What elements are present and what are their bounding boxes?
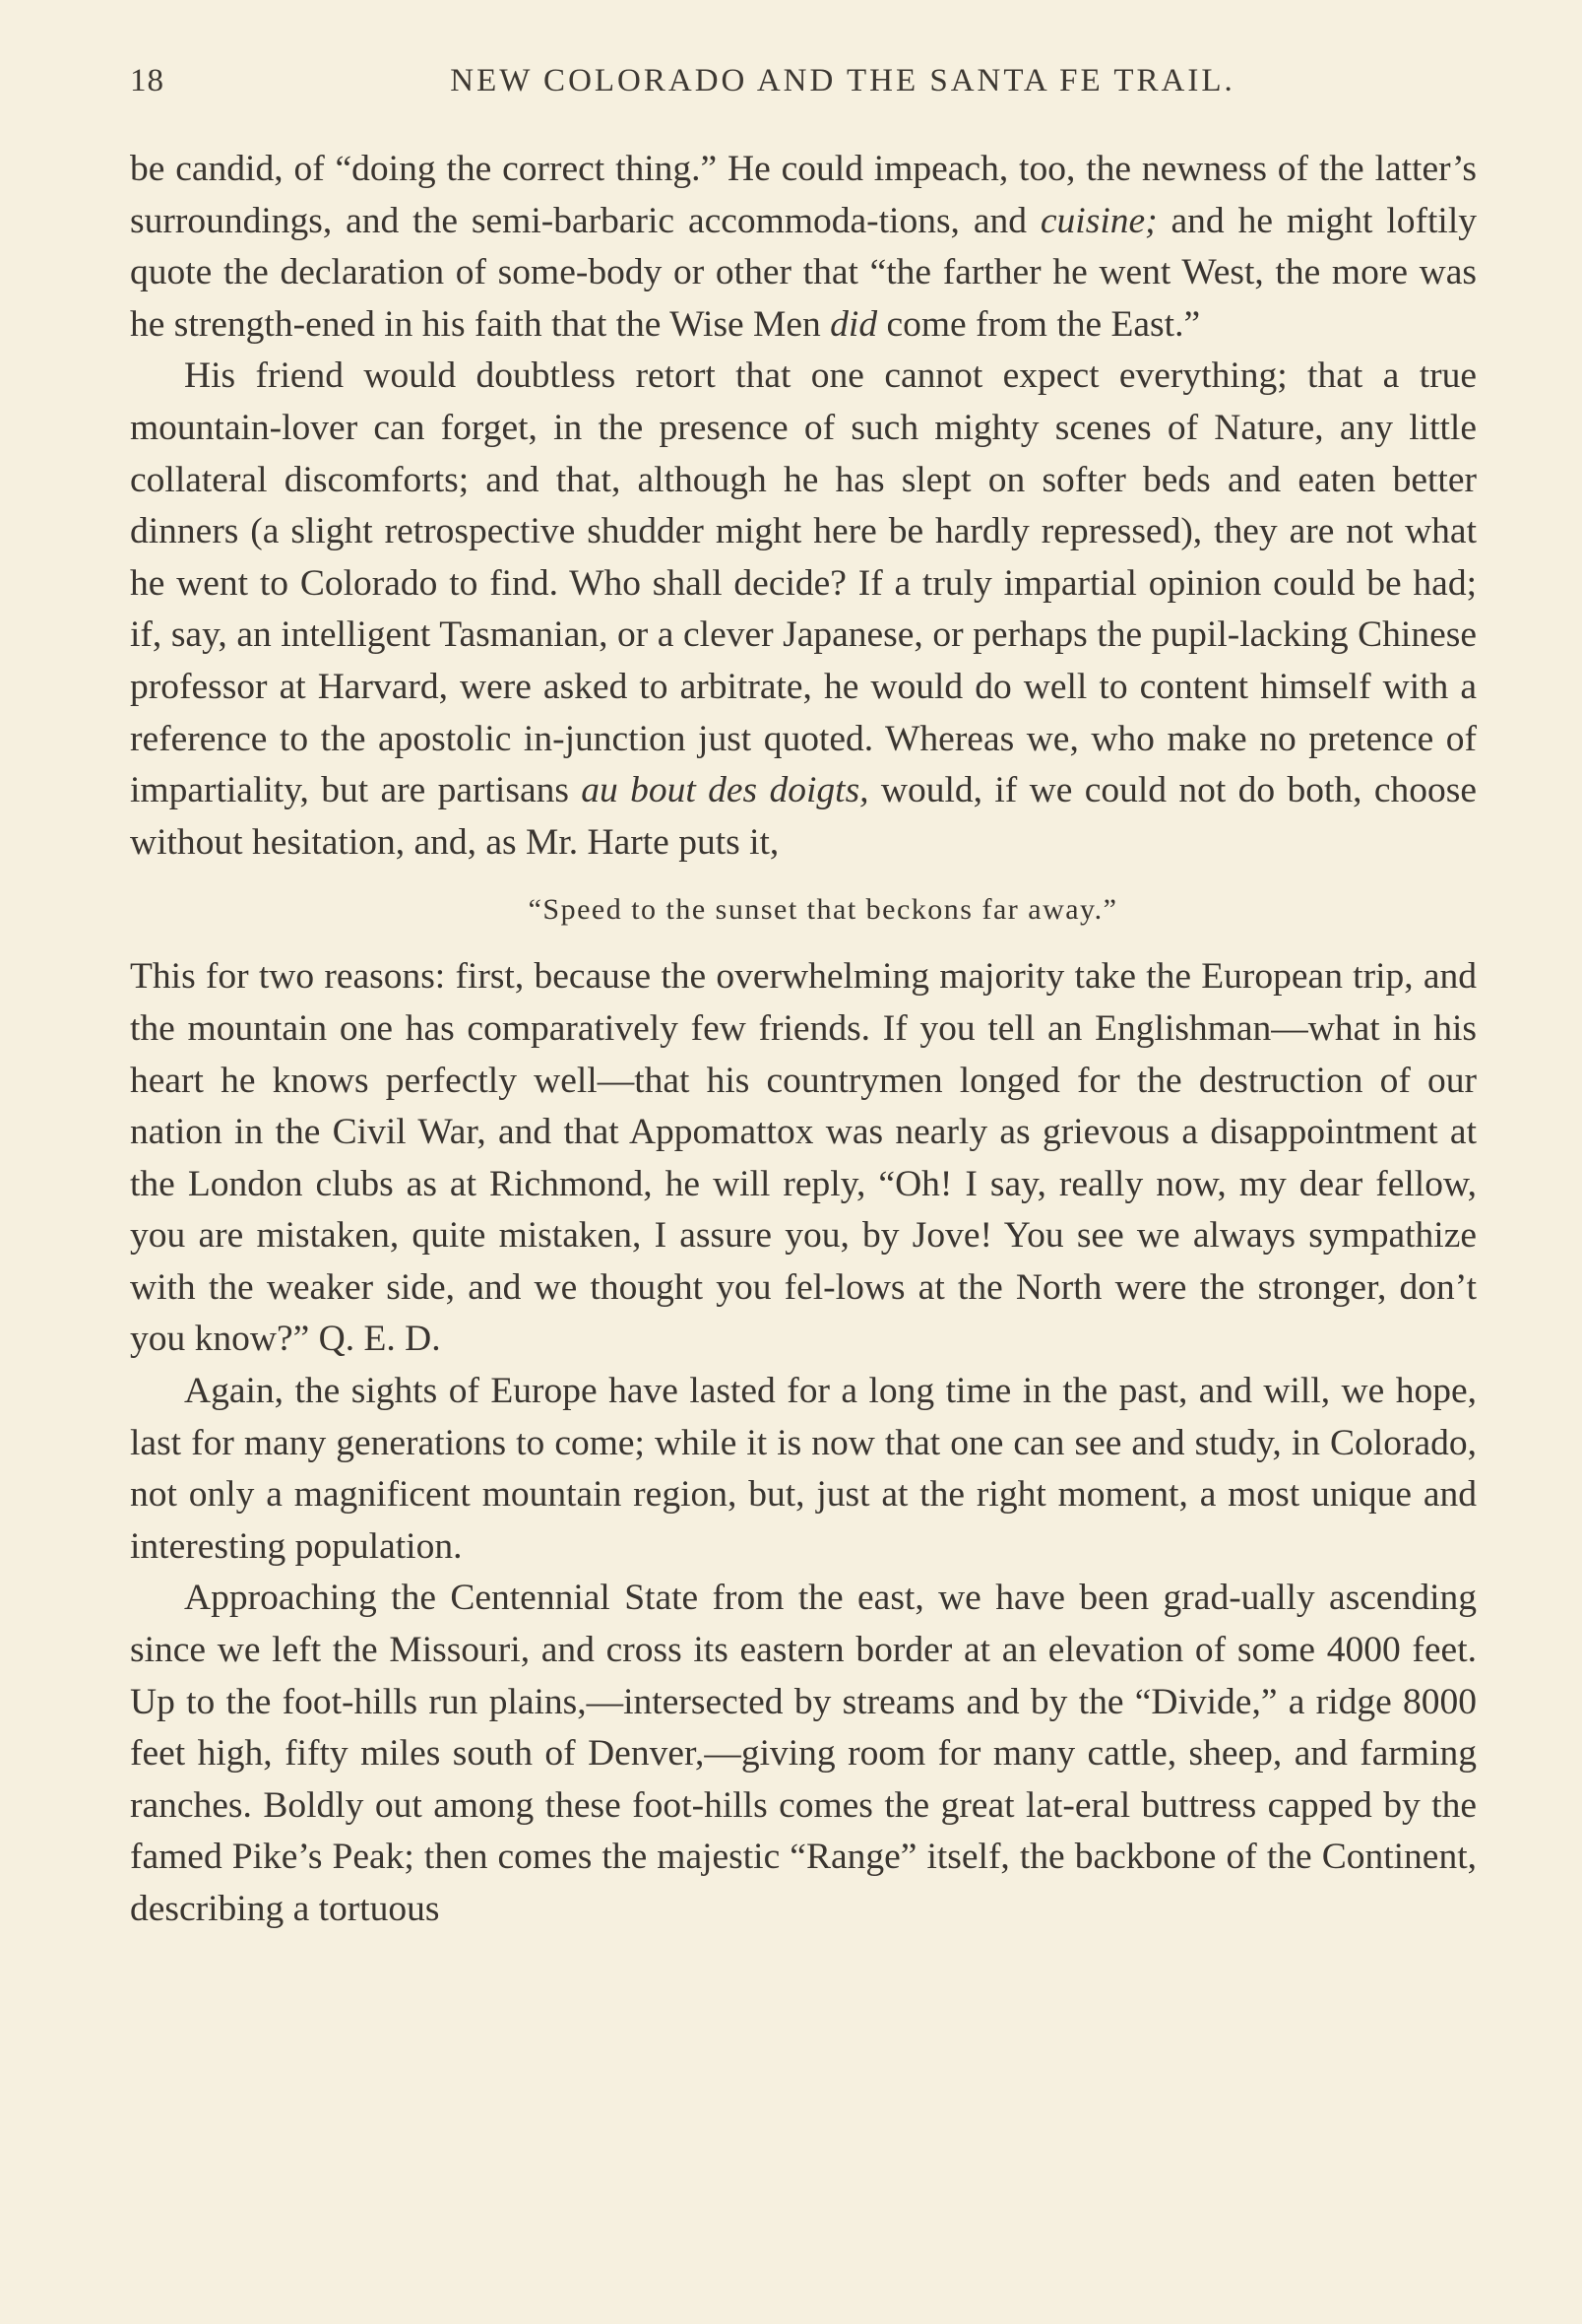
paragraph-1 — [130, 144, 1477, 351]
paragraph-1-text-b: and he might loftily quote the declaration of some-body or other that “the farther he went West, the more was he strength-ened in his faith that the Wise Men — [130, 200, 1477, 345]
paragraph-2 — [130, 351, 1477, 869]
body-text — [130, 144, 1477, 1936]
page-number: 18 — [130, 63, 164, 98]
block-quote: “Speed to the sunset that beckons far away.” — [528, 893, 1118, 927]
paragraph-1-text-c: come from the East.” — [877, 303, 1201, 345]
running-title: NEW COLORADO AND THE SANTA FE TRAIL. — [450, 63, 1235, 98]
italic-cuisine: cuisine; — [1040, 200, 1158, 241]
paragraph-3: This for two reasons: first, because the overwhelming majority take the European trip, and the mountain one has comparatively few friends. If you tell an Englishman—what in his heart he knows perfectly well—that his countrymen longed for the destruction of our nation in the Civil War, and that Appomattox was nearly as grievous a disappointment at the London clubs as at Richmond, he will reply, “Oh! I say, really now, my dear fellow, you are mistaken, quite mistaken, I assure you, by Jove! You see we always sympathize with the weaker side, and we thought you fel-lows at the North were the stronger, don’t you know?” Q. E. D. — [130, 956, 1477, 1360]
book-page — [130, 57, 1477, 1936]
paragraph-2-text-b: would, if we could not do both, choose without hesitation, and, as Mr. Harte puts it, — [130, 770, 1477, 863]
italic-did: did — [830, 303, 878, 345]
paragraph-4: Again, the sights of Europe have lasted for a long time in the past, and will, we hope, last for many generations to come; while it is now that one can see and study, in Colorado, not only a magnificent mountain region, but, just at the right moment, a most unique and interesting population. — [130, 1371, 1477, 1567]
italic-au-bout-des-doigts: au bout des doigts, — [581, 770, 869, 811]
paragraph-5: Approaching the Centennial State from the east, we have been grad-ually ascending since we left the Missouri, and cross its eastern border at an elevation of some 4000 feet. Up to the foot-hills run plains,—intersected by streams and by the “Divide,” a ridge 8000 feet high, fifty miles south of Denver,—giving room for many cattle, sheep, and farming ranches. Boldly out among these foot-hills comes the great lat-eral buttress capped by the famed Pike’s Peak; then comes the majestic “Range” itself, the backbone of the Continent, describing a tortuous — [130, 1578, 1477, 1929]
running-head — [130, 57, 1477, 116]
paragraph-1-text-a: be candid, of “doing the correct thing.” He could impeach, too, the newness of the latter’s surroundings, and the semi-barbaric accommoda-tions, and — [130, 149, 1477, 241]
paragraph-2-text-a: His friend would doubtless retort that one cannot expect everything; that a true mountain-lover can forget, in the presence of such mighty scenes of Nature, any little collateral discomforts; and that, although he has slept on softer beds and eaten better dinners (a slight retrospective shudder might here be hardly repressed), they are not what he went to Colorado to find. Who shall decide? If a truly impartial opinion could be had; if, say, an intelligent Tasmanian, or a clever Japanese, or perhaps the pupil-lacking Chinese professor at Harvard, were asked to arbitrate, he would do well to content himself with a reference to the apostolic in-junction just quoted. Whereas we, who make no pretence of impartiality, but are partisans — [130, 355, 1477, 811]
